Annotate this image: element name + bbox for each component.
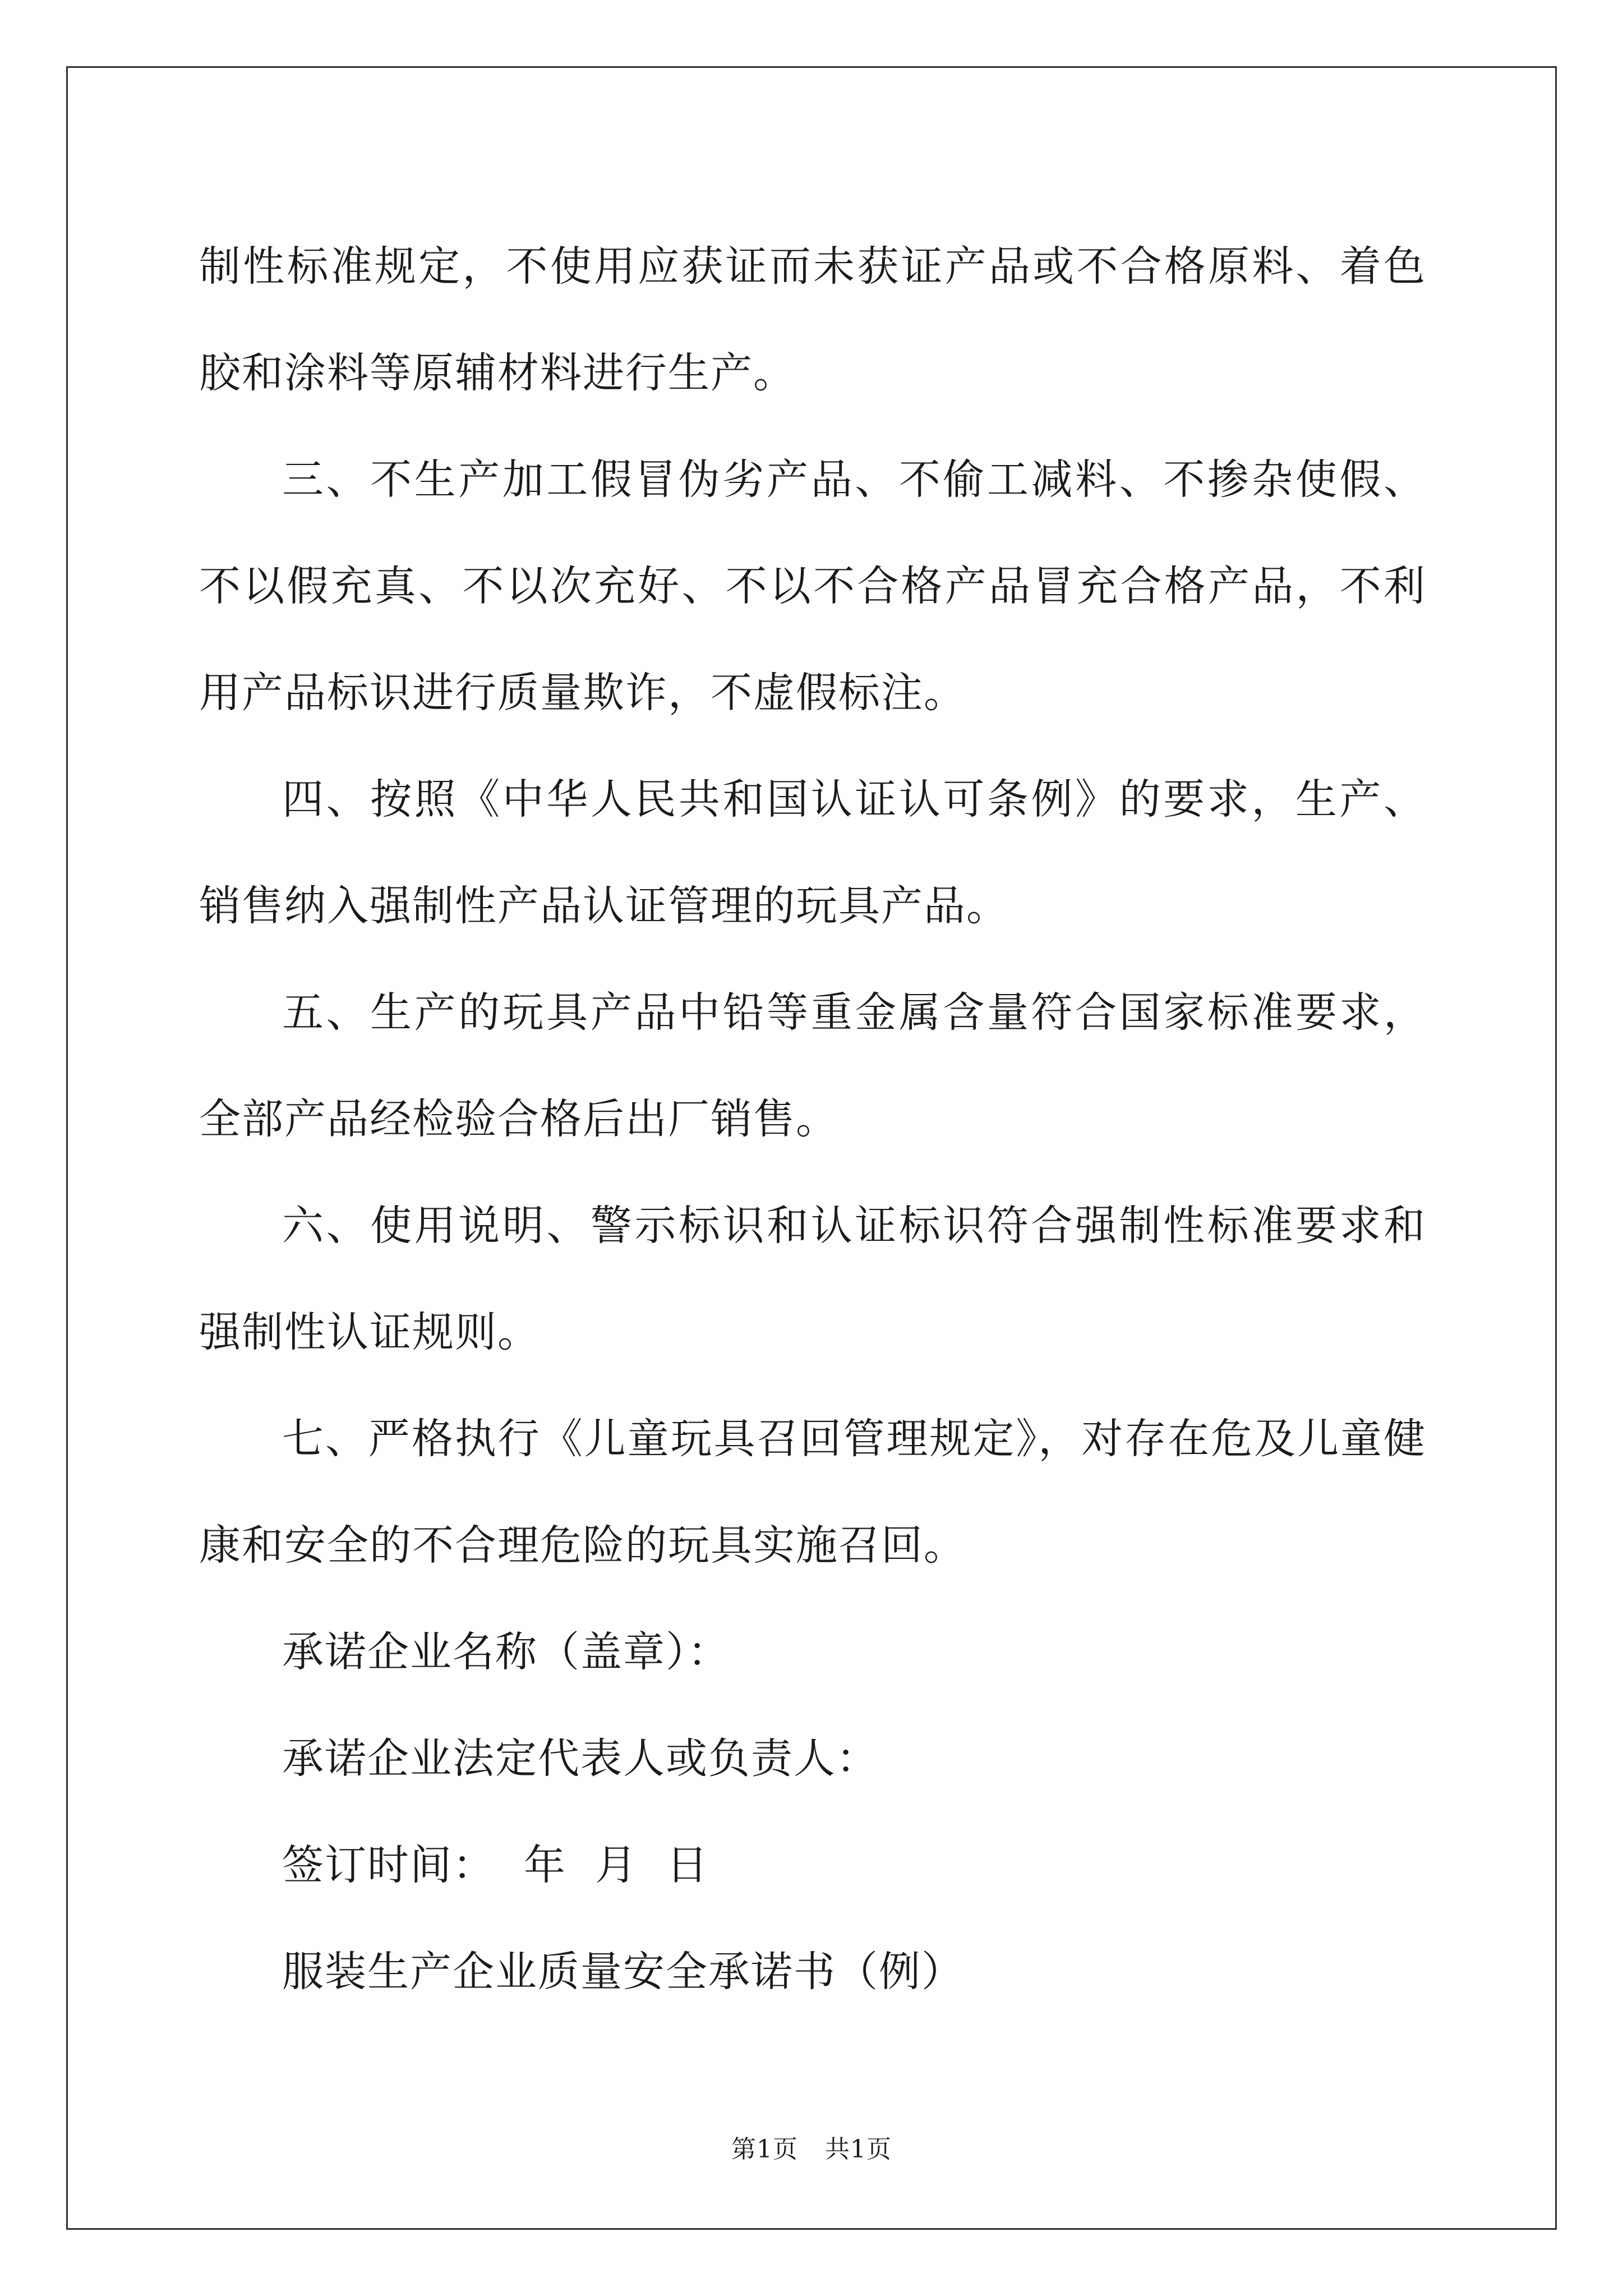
representative-label: 承诺企业法定代表人或负责人： xyxy=(282,1734,879,1783)
document-body xyxy=(199,213,1426,2025)
paragraph-continuation: 制性标准规定，不使用应获证而未获证产品或不合格原料、着色胶和涂料等原辅材料进行生产。 xyxy=(199,242,1426,397)
paragraph-item-3: 三、不生产加工假冒伪劣产品、不偷工减料、不掺杂使假、不以假充真、不以次充好、不以不合格产品冒充合格产品，不利用产品标识进行质量欺诈，不虚假标注。 xyxy=(199,455,1426,717)
paragraph-item-7: 七、严格执行《儿童玩具召回管理规定》，对存在危及儿童健康和安全的不合理危险的玩具实施召回。 xyxy=(199,1415,1426,1570)
signing-date-label: 签订时间： 年 月 日 xyxy=(282,1841,709,1889)
page-number-total: 共1页 xyxy=(825,2135,892,2164)
paragraph-item-6: 六、使用说明、警示标识和认证标识符合强制性标准要求和强制性认证规则。 xyxy=(199,1202,1426,1356)
next-document-title: 服装生产企业质量安全承诺书（例） xyxy=(282,1948,964,1996)
paragraph-item-4: 四、按照《中华人民共和国认证认可条例》的要求，生产、销售纳入强制性产品认证管理的玩具产品。 xyxy=(199,775,1426,930)
page-footer xyxy=(0,2129,1623,2165)
page-number-current: 第1页 xyxy=(731,2135,798,2164)
paragraph-item-5: 五、生产的玩具产品中铅等重金属含量符合国家标准要求，全部产品经检验合格后出厂销售。 xyxy=(199,988,1426,1143)
company-name-label: 承诺企业名称（盖章）： xyxy=(282,1628,730,1676)
